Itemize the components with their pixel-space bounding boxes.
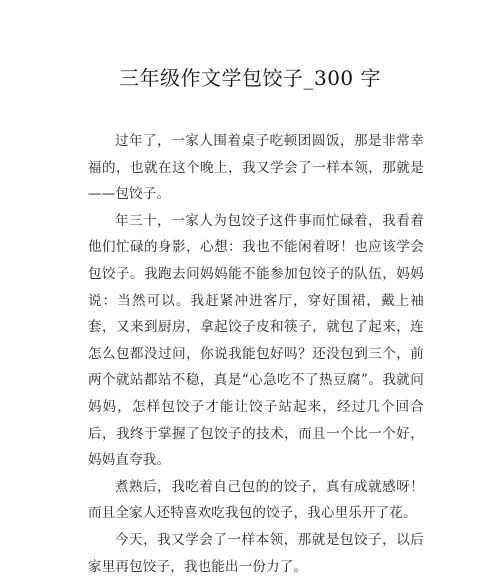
paragraph-1: 过年了，一家人围着桌子吃顿团圆饭，那是非常幸福的，也就在这个晚上，我又学会了一样本领，那就是——包饺子。 bbox=[88, 133, 424, 203]
article-title: 三年级作文学包饺子_300 字 bbox=[118, 66, 382, 90]
paragraph-3: 煮熟后，我吃着自己包的的饺子，真有成就感呀！而且全家人还特喜欢吃我包的饺子，我心里乐开了花。 bbox=[88, 478, 424, 522]
paragraph-2: 年三十，一家人为包饺子这件事而忙碌着，我看着他们忙碌的身影，心想：我也不能闲着呀！也应该学会包饺子。我跑去问妈妈能不能参加包饺子的队伍，妈妈说：当然可以。我赶紧冲进客厅，穿好围裙，戴上袖套，又来到厨房，拿起饺子皮和筷子，就包了起来，连怎么包都没过问，你说我能包好吗？还没包到三个，前两个就站都站不稳，真是“心急吃不了热豆腐”。我就问妈妈，怎样包饺子才能让饺子站起来，经过几个回合后，我终于掌握了包饺子的技术，而且一个比一个好，妈妈直夸我。 bbox=[88, 212, 424, 469]
article-body bbox=[88, 128, 424, 580]
paragraph-4: 今天，我又学会了一样本领，那就是包饺子，以后家里再包饺子，我也能出一份力了。 bbox=[88, 531, 424, 575]
